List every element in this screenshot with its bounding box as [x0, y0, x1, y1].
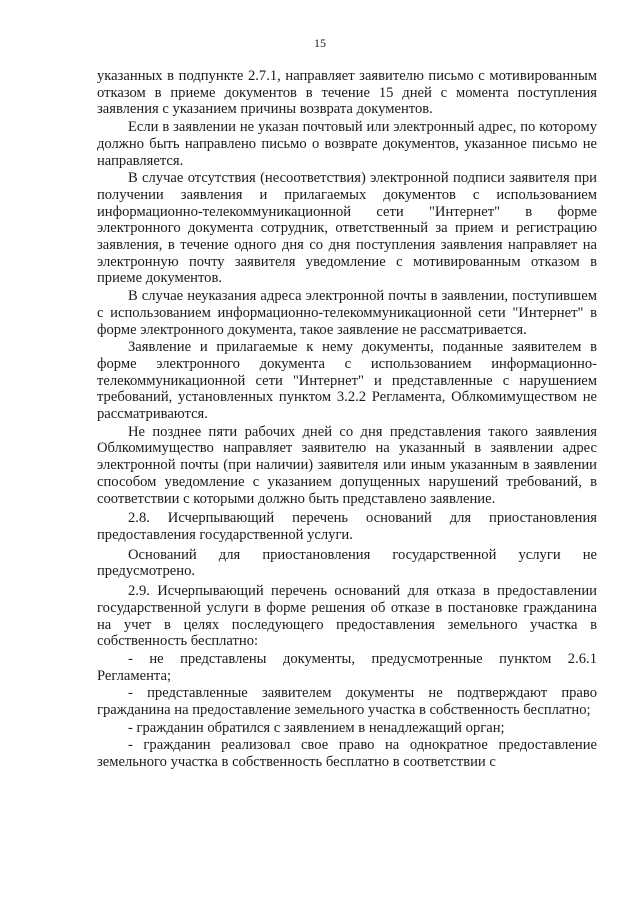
- document-body: [97, 68, 597, 771]
- section-2-9-heading: 2.9. Исчерпывающий перечень оснований для отказа в предоставлении государственной услуги в форме решения об отказе в постановке гражданина на учет в целях последующего предоставления земельного участка в собственность бесплатно:: [97, 583, 597, 650]
- list-item-not-confirmed: - представленные заявителем документы не подтверждают право гражданина на предоставление земельного участка в собственность бесплатно;: [97, 685, 597, 719]
- page-number: 15: [314, 36, 326, 50]
- list-item-documents-missing: - не представлены документы, предусмотренные пунктом 2.6.1 Регламента;: [97, 650, 597, 684]
- list-item-wrong-authority: - гражданин обратился с заявлением в ненадлежащий орган;: [128, 719, 505, 736]
- paragraph-no-email: В случае неуказания адреса электронной почты в заявлении, поступившем с использованием информационно-телекоммуникационной сети "Интернет" в форме электронного документа, такое заявление не рассматривается.: [97, 288, 597, 338]
- section-2-8-heading: 2.8. Исчерпывающий перечень оснований для приостановления предоставления государственной услуги.: [97, 510, 597, 543]
- paragraph-electronic-violation: Заявление и прилагаемые к нему документы, поданные заявителем в форме электронного документа с использованием информационно-телекоммуникационной сети "Интернет" и представленные с нарушением требований, установленных пунктом 3.2.2 Регламента, Облкомимуществом не рассматриваются.: [97, 339, 597, 423]
- paragraph-no-address: Если в заявлении не указан почтовый или электронный адрес, по которому должно быть направлено письмо о возврате документов, указанное письмо не направляется.: [97, 119, 597, 169]
- paragraph-notification-deadline: Не позднее пяти рабочих дней со дня представления такого заявления Облкомимущество направляет заявителю на указанный в заявлении адрес электронной почты (при наличии) заявителя или иным указанным в заявлении способом уведомление с указанием допущенных нарушений требований, в соответствии с которыми должно быть представлено заявление.: [97, 423, 597, 507]
- paragraph-no-signature: В случае отсутствия (несоответствия) электронной подписи заявителя при получении заявления и прилагаемых документов с использованием информационно-телекоммуникационной сети "Интернет" в форме электронного документа сотрудник, ответственный за прием и регистрацию заявления, в течение одного дня со дня поступления заявления направляет на электронную почту заявителя уведомление с мотивированным отказом в приеме документов.: [97, 170, 597, 287]
- paragraph-no-suspension: Оснований для приостановления государственной услуги не предусмотрено.: [97, 546, 597, 580]
- paragraph-continuation: указанных в подпункте 2.7.1, направляет заявителю письмо с мотивированным отказом в приеме документов в течение 15 дней с момента поступления заявления с указанием причины возврата документов.: [97, 68, 597, 118]
- list-item-right-realized: - гражданин реализовал свое право на однократное предоставление земельного участка в собственность бесплатно в соответствии с: [97, 737, 597, 771]
